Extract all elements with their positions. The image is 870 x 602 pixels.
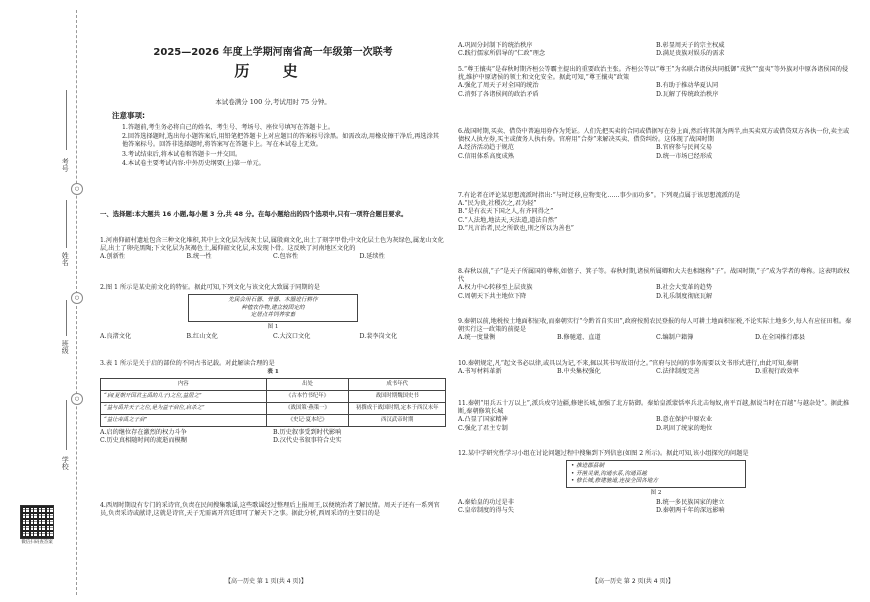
option-b[interactable]: B.社会大变革的趋势 [656,284,713,292]
question-stem: 11.秦朝“用兵五十万以上”,派兵戍守边疆,修建长城,加强了北方防御。秦始皇派蒙恬率兵北击匈奴,南平百越,据说当时在百越“与越杂处”。据此推断,秦朝修筑长城 [458,400,850,416]
figure-line: 种植农作物,建立较固定的 [241,304,305,311]
option-c[interactable]: C.法律制度完善 [656,368,700,376]
exam-title: 2025—2026 年度上学期河南省高一年级第一次联考 [153,47,393,58]
option-list [458,82,854,98]
note-item: 4.本试卷主要考试内容:中外历史纲要(上)第一单元。 [122,159,265,167]
option-d[interactable]: D.秦朝两千年的深远影响 [656,506,725,514]
option-a[interactable]: A.秦始皇的功过是非 [458,498,514,506]
question-12 [458,450,854,515]
option-b[interactable]: B.中央集权强化 [557,368,601,376]
qr-code[interactable] [20,505,54,539]
option-b[interactable]: B.有助于推动华夏认同 [656,82,719,90]
qr-caption: 微信扫码查答案 [21,540,53,545]
section-heading: 一、选择题:本大题共 16 小题,每小题 3 分,共 48 分。在每小题给出的四个选项中,只有一项符合题目要求。 [100,210,408,218]
option-d[interactable]: D.在全国推行郡县 [755,334,806,342]
table-cell: 《古本竹书纪年》 [266,390,349,402]
question-stem: 4.西周时期设有专门的采诗官,负责在民间搜集歌谣,这些歌谣经过整理后上报周王,以便统治者了解民情。周天子还有一系列官员,负责采诗或献诗,这就是诗官,天子无需离开宫廷即可了解天下之事。据此分析,西周采诗的主要目的是 [100,502,440,518]
option-list [100,429,446,445]
option-c[interactable]: C.周朝天下共主地位下降 [458,292,527,300]
question-3 [100,360,446,445]
option-c[interactable]: C.包容性 [273,253,299,261]
option-a[interactable]: A.经济活动趋于规范 [458,144,514,152]
table-header-row [101,378,446,390]
option-list [458,144,854,160]
option-d[interactable]: D.“凡言治者,民之所欲也,刑之所以为善也” [458,224,574,232]
margin-label-school: 学校 [61,456,70,470]
option-b[interactable]: B.统一性 [186,253,212,261]
table-row [101,414,446,426]
binding-margin [0,0,92,602]
option-c[interactable]: C.践行儒家所倡导的“仁政”理念 [458,50,546,58]
fill-line [66,300,67,336]
question-7 [458,192,854,233]
exam-info: 本试卷满分 100 分,考试用时 75 分钟。 [215,98,331,106]
option-b[interactable]: B.红山文化 [186,332,218,340]
question-11 [458,400,854,433]
binding-hole: ○ [71,183,83,195]
table-header: 出处 [266,378,349,390]
figure-1-box [188,294,358,322]
table-cell: 初撰成于战国时期,定本于西汉末年 [349,402,446,414]
notes-list [122,124,444,169]
note-item: 2.回答选择题时,选出每小题答案后,用铅笔把答题卡上对应题目的答案标号涂黑。如需改动,用橡皮擦干净后,再选涂其他答案标号。回答非选择题时,将答案写在答题卡上。写在本试卷上无效。 [122,133,439,149]
figure-2-box [566,460,746,488]
question-10 [458,360,854,376]
question-2 [100,284,446,341]
question-stem: 2.图 1 所示是某史前文化的特征。据此可知,下列文化与该文化大致属于同期的是 [100,284,320,291]
question-1 [100,237,446,262]
option-c[interactable]: C.大汶口文化 [273,332,311,340]
question-stem: 3.表 1 所示是关于启的部位的不同古书记载。对此解读合理的是 [100,360,275,367]
option-b[interactable]: B.意在保护中原农业 [656,416,713,424]
fill-line [66,90,67,150]
question-4-options [458,42,854,58]
exam-subject: 历 史 [234,62,312,80]
margin-label-name: 姓名 [61,252,70,266]
option-a[interactable]: A.凸显了国家精神 [458,416,508,424]
option-a[interactable]: A.统一度量衡 [458,334,496,342]
table-row [101,402,446,414]
option-d[interactable]: D.汉代史书叙事符合史实 [273,437,342,445]
question-stem: 1.河南仰韶村遗址包含三种文化堆积,其中上文化层为浅灰土层,属殷商文化,出土了刻字甲骨;中文化层土色为灰绿色,属龙山文化层,出土了卵壳黑陶;下文化层为灰褐色土,属仰韶文化层,未发现卜骨。这反映了河南地区文化的 [100,237,444,253]
table-cell: 西汉武帝时期 [349,414,446,426]
option-b[interactable]: B.彰显周天子的宗主权威 [656,42,725,49]
figure-line: • 修长城,修建驰道,连接全国各地方 [571,477,658,484]
question-stem: 8.春秋以前,“子”是天子所属国的尊称,如僖子、箕子等。春秋时期,诸侯所属卿和大夫也相继称“子”。战国时期,“子”成为学者的尊称。这表明政权代 [458,268,850,284]
option-b[interactable]: B.修驰道、直道 [557,334,601,342]
option-a[interactable]: A.“民为贵,社稷次之,君为轻” [458,200,537,208]
question-stem: 10.秦朝规定,凡“起文书必以律,或具以为记,不来,辄以其书写故诏付之。”官府与民间的事务需要以文书形式进行,由此可知,秦朝 [458,360,799,367]
fill-line [66,200,67,248]
table-cell: “益与禹并天子之位,是为益干启位,启杀之” [101,402,267,414]
option-c[interactable]: C.历史真相随时间的流逝而模糊 [100,437,187,445]
option-a[interactable]: A.强化了周天子对全国的统治 [458,82,539,90]
option-list [458,284,854,300]
note-item: 3.考试结束后,将本试卷和答题卡一并交回。 [122,150,242,158]
option-d[interactable]: D.瓦解了传统政治秩序 [656,90,719,98]
option-a[interactable]: A.巩固分封制下的统治秩序 [458,42,533,49]
table-cell: “益让帝禹之子启” [101,414,267,426]
question-4 [100,502,446,518]
page-footer-left: 【高一历史 第 1 页(共 4 页)】 [225,578,307,585]
question-8 [458,268,854,301]
option-list [458,416,854,432]
option-c[interactable]: C.“人法地,地法天,天法道,道法自然” [458,216,558,224]
option-a[interactable]: A.书写材料革新 [458,368,502,376]
table-row [101,390,446,402]
option-a[interactable]: A.启的继位存在激烈的权力斗争 [100,429,187,437]
option-c[interactable]: C.强化了君主专制 [458,424,508,432]
option-b[interactable]: B.历史叙事受到时代影响 [273,429,342,437]
figure-line: • 推进郡县制 [571,463,605,470]
table-cell: 《战国策·燕策一》 [266,402,349,414]
option-list [458,200,854,233]
table-header: 内容 [101,378,267,390]
option-list [458,499,854,515]
option-c[interactable]: C.皇帝制度的得与失 [458,506,514,514]
figure-caption: 图 2 [650,490,662,497]
note-item: 1.答题前,考生务必将自己的姓名、考生号、考场号、座位号填写在答题卡上。 [122,124,335,131]
fill-line [66,400,67,450]
option-list [100,253,446,261]
question-9 [458,318,854,343]
option-list [458,334,854,342]
table-header: 成书年代 [349,378,446,390]
option-list [100,333,446,341]
option-a[interactable]: A.创新性 [100,253,125,261]
option-d[interactable]: D.裴李岗文化 [359,332,398,340]
question-stem: 7.有论者在评论某思想流派时指出:“与时迁移,应物变化……事少而功多”。下列观点属于该思想流派的是 [458,192,741,199]
table-cell: 战国时期魏国史书 [349,390,446,402]
figure-line: 先民会用石器、骨器、木器进行耕作 [228,297,318,304]
question-stem: 12.某中学研究性学习小组在讨论问题过程中搜集到下列信息(如图 2 所示)。据此可知,该小组探究的问题是 [458,450,749,457]
binding-hole: ○ [71,393,83,405]
option-b[interactable]: B.官府参与民间交易 [656,144,713,152]
table-title: 表 1 [267,369,279,376]
notes-heading: 注意事项: [112,111,145,120]
option-list [458,368,854,376]
table-1 [100,378,446,428]
table-cell: “启(夏朝开国君主禹的儿子)之位,益居之” [101,390,267,402]
question-6 [458,128,854,161]
option-b[interactable]: B.统一多民族国家的建立 [656,498,725,506]
question-stem: 9.秦朝以前,地税按土地面积征收,而秦朝实行“令黔首自实田”,政府按照农民登报的每人可耕土地面积征税,不论实际土地多少,每人有应征田租。秦朝实行这一政策的前提是 [458,318,852,334]
option-d[interactable]: D.重视行政效率 [755,368,799,376]
option-d[interactable]: D.延续性 [359,253,385,261]
option-d[interactable]: D.满足贵族对娱乐的需求 [656,50,725,58]
page-footer-right: 【高一历史 第 2 页(共 4 页)】 [592,578,674,585]
option-d[interactable]: D.巩固了统家的地位 [656,424,713,432]
question-stem: 6.战国时期,买卖、借贷中普遍用券作为凭证。人们先把买卖的合同或借据写在券上面,然后将其剖为两半,由买卖双方或借贷双方各执一份,卖主或债权人执左券,买主或债务人执右券。官府用“合券”来解决买卖、借贷纠纷。这体现了战国时期 [458,128,850,144]
option-c[interactable]: C.信用体系高度成熟 [458,152,514,160]
figure-line: • 开凿灵渠,沟通水系,沟通百越 [571,470,647,477]
option-d[interactable]: D.礼乐制度彻底瓦解 [656,292,713,300]
option-c[interactable]: C.编制户籍簿 [656,334,694,342]
margin-label-class: 班级 [61,340,70,354]
option-c[interactable]: C.消弭了各诸侯间的政治矛盾 [458,90,539,98]
figure-caption: 图 1 [267,324,279,331]
option-a[interactable]: A.良渚文化 [100,332,132,340]
option-a[interactable]: A.权力中心转移至上层贵族 [458,284,533,292]
option-b[interactable]: B.“是有衣天下国之人,有齐同得之” [458,208,554,216]
question-stem: 5.“尊王攘夷”是春秋时期齐桓公等霸主提出的重要政治主张。齐桓公等以“尊王”为名联合诸侯共同抵御“戎狄”“蛮夷”等外族对中原各诸侯国的侵扰,维护中原诸侯的领土和文化安全。据此可知,“尊王攘夷”政策 [458,66,849,82]
margin-label-exam-number: 考号 [61,158,70,172]
table-cell: 《史记·夏本纪》 [266,414,349,426]
figure-line: 定居点并饲养家畜 [250,311,296,318]
option-d[interactable]: D.统一市场已经形成 [656,152,713,160]
question-5 [458,66,854,99]
option-list [458,42,854,58]
binding-hole: ○ [71,292,83,304]
